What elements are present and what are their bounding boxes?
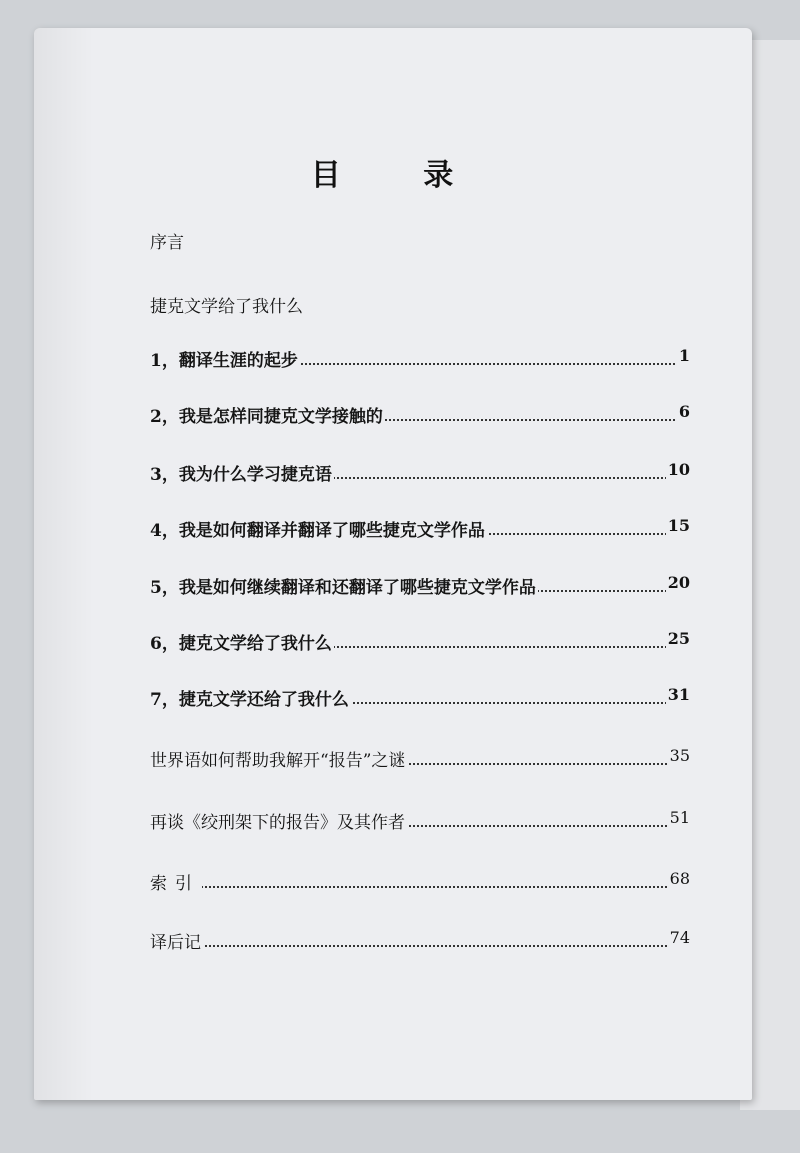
toc-item-text: 6，捷克文学给了我什么: [150, 629, 334, 654]
toc-item: [150, 808, 690, 836]
toc-item: [150, 402, 690, 430]
toc-item: [150, 573, 690, 601]
toc-page-number: 1: [678, 346, 690, 365]
toc-page-number: 10: [667, 460, 690, 479]
toc-item-text: 捷克文学给了我什么: [150, 292, 305, 317]
toc-item: [150, 460, 690, 488]
toc-item-text: 2，我是怎样同捷克文学接触的: [150, 402, 385, 427]
toc-dot-leader: [150, 886, 690, 888]
page-title: 目 录: [310, 158, 490, 193]
toc-page-number: 25: [667, 629, 690, 648]
toc-page-number: 15: [667, 516, 690, 535]
toc-page-number: 74: [669, 928, 690, 947]
toc-page-number: 68: [669, 869, 690, 888]
toc-item: [150, 928, 690, 956]
toc-item-section-heading: [150, 292, 690, 320]
toc-item: [150, 869, 690, 897]
toc-page-number: 20: [667, 573, 690, 592]
toc-item-text: 3，我为什么学习捷克语: [150, 460, 334, 485]
toc-page-number: 35: [669, 746, 690, 765]
toc-page-number: 6: [678, 402, 690, 421]
toc-item-text: 索引: [150, 869, 202, 894]
toc-item: [150, 746, 690, 774]
toc-item-text: 再谈《绞刑架下的报告》及其作者: [150, 808, 407, 833]
toc-item: [150, 516, 690, 544]
toc-item: [150, 629, 690, 657]
toc-page-number: 31: [667, 685, 690, 704]
toc-dot-leader: [150, 945, 690, 947]
toc-item: [150, 685, 690, 713]
toc-item-text: 5，我是如何继续翻译和还翻译了哪些捷克文学作品: [150, 573, 538, 598]
toc-item-preface: [150, 228, 690, 256]
toc-item: [150, 346, 690, 374]
toc-item-text: 译后记: [150, 928, 203, 953]
toc-page-number: 51: [669, 808, 690, 827]
toc-item-text: 7，捷克文学还给了我什么: [150, 685, 351, 710]
toc-item-text: 序言: [150, 228, 186, 253]
toc-item-text: 4，我是如何翻译并翻译了哪些捷克文学作品: [150, 516, 487, 541]
toc-item-text: 1，翻译生涯的起步: [150, 346, 300, 371]
toc-item-text: 世界语如何帮助我解开“报告”之谜: [150, 746, 407, 771]
